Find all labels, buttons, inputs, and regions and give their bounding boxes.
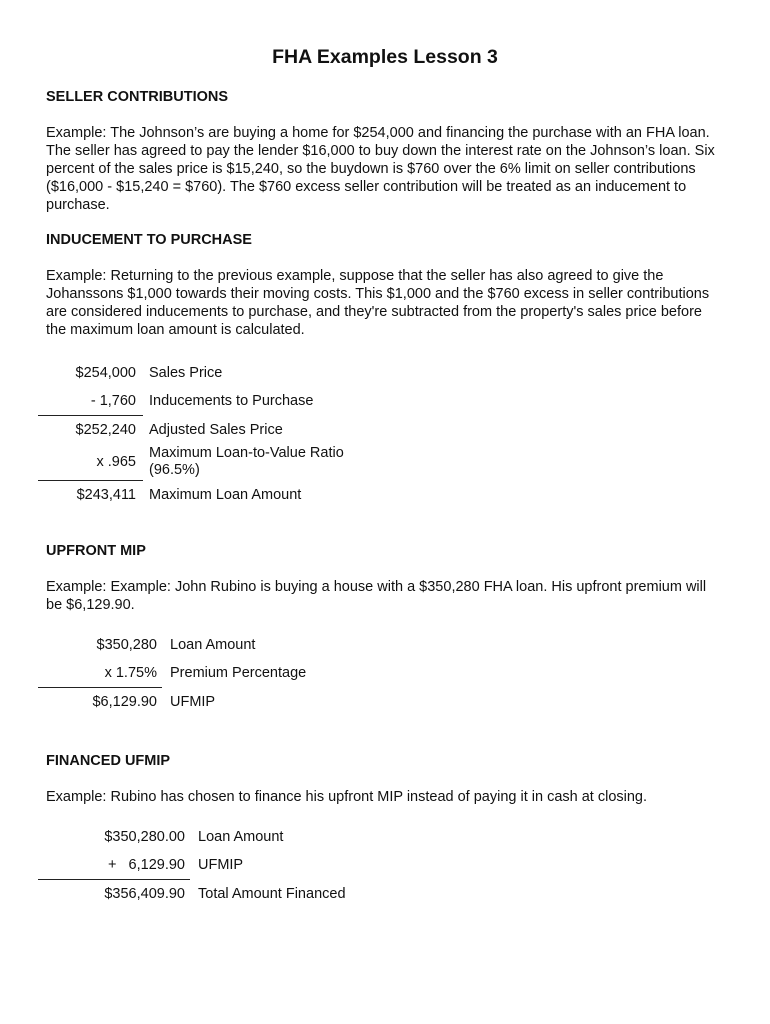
calc-label: Sales Price [149,364,223,381]
inducement-paragraph: Example: Returning to the previous example, suppose that the seller has also agreed to give the Johanssons $1,000 towards their moving costs. This $1,000 and the $760 excess in seller contributions are considered inducements to purchase, and they're subtracted from the property's sales price before the maximum loan amount is calculated. [46,268,710,338]
calc-label: UFMIP [170,693,216,710]
calc-label-line: (96.5%) [149,462,200,478]
calc-row-premium-percentage [46,659,306,687]
calc-value: $6,129.90 [92,694,157,710]
calc-row-max-loan-amount [46,481,344,509]
calc-row-loan-amount [46,823,346,851]
calc-value: - 1,760 [90,393,136,409]
calc-label: Adjusted Sales Price [149,421,283,438]
seller-contributions-heading: SELLER CONTRIBUTIONS [46,89,229,105]
financed-ufmip-paragraph: Example: Rubino has chosen to finance his upfront MIP instead of paying it in cash at closing. [46,789,648,805]
calc-label: Loan Amount [198,828,284,845]
calc-value: x .965 [96,454,136,470]
calc-value: $356,409.90 [104,886,185,902]
calc-label-line: Maximum Loan-to-Value Ratio [149,445,344,461]
upfront-mip-calculation [46,631,306,716]
upfront-mip-paragraph: Example: Example: John Rubino is buying a house with a $350,280 FHA loan. His upfront premium will be $6,129.90. [46,579,707,613]
financed-ufmip-calculation [46,823,346,908]
calc-row-ltv-ratio [46,444,344,480]
calc-row-ufmip [46,851,346,879]
calc-value: $243,411 [76,487,136,503]
calc-label: Loan Amount [170,636,256,653]
calc-value: $350,280 [96,637,157,653]
page-title: FHA Examples Lesson 3 [272,46,498,68]
calc-label: Inducements to Purchase [149,392,314,409]
calc-row-sales-price [46,359,344,387]
calc-value: $254,000 [75,365,136,381]
calc-label: Total Amount Financed [198,885,346,902]
calc-value: x 1.75% [104,665,157,681]
calc-row-adjusted-sales-price [46,416,344,444]
seller-contributions-paragraph: Example: The Johnson’s are buying a home for $254,000 and financing the purchase with an FHA loan. The seller has agreed to pay the lender $16,000 to buy down the interest rate on the Johnson’s loan. Six percent of the sales price is $15,240, so the buydown is $760 over the 6% limit on seller contributions ($16,000 - $15,240 = $760). The $760 excess seller contribution will be treated as an inducement to purchase. [46,125,715,213]
calc-row-ufmip [46,688,306,716]
calc-row-inducements [46,387,344,415]
inducement-calculation [46,359,344,509]
calc-value: + 6,129.90 [108,857,185,873]
calc-value: $350,280.00 [104,829,185,845]
calc-label: Premium Percentage [170,664,307,681]
calc-label [149,445,344,479]
calc-value: $252,240 [75,422,136,438]
upfront-mip-heading: UPFRONT MIP [46,543,146,559]
calc-label: UFMIP [198,856,244,873]
financed-ufmip-heading: FINANCED UFMIP [46,753,171,769]
calc-row-total-financed [46,880,346,908]
calc-label: Maximum Loan Amount [149,486,302,503]
inducement-heading: INDUCEMENT TO PURCHASE [46,232,252,248]
calc-row-loan-amount [46,631,306,659]
